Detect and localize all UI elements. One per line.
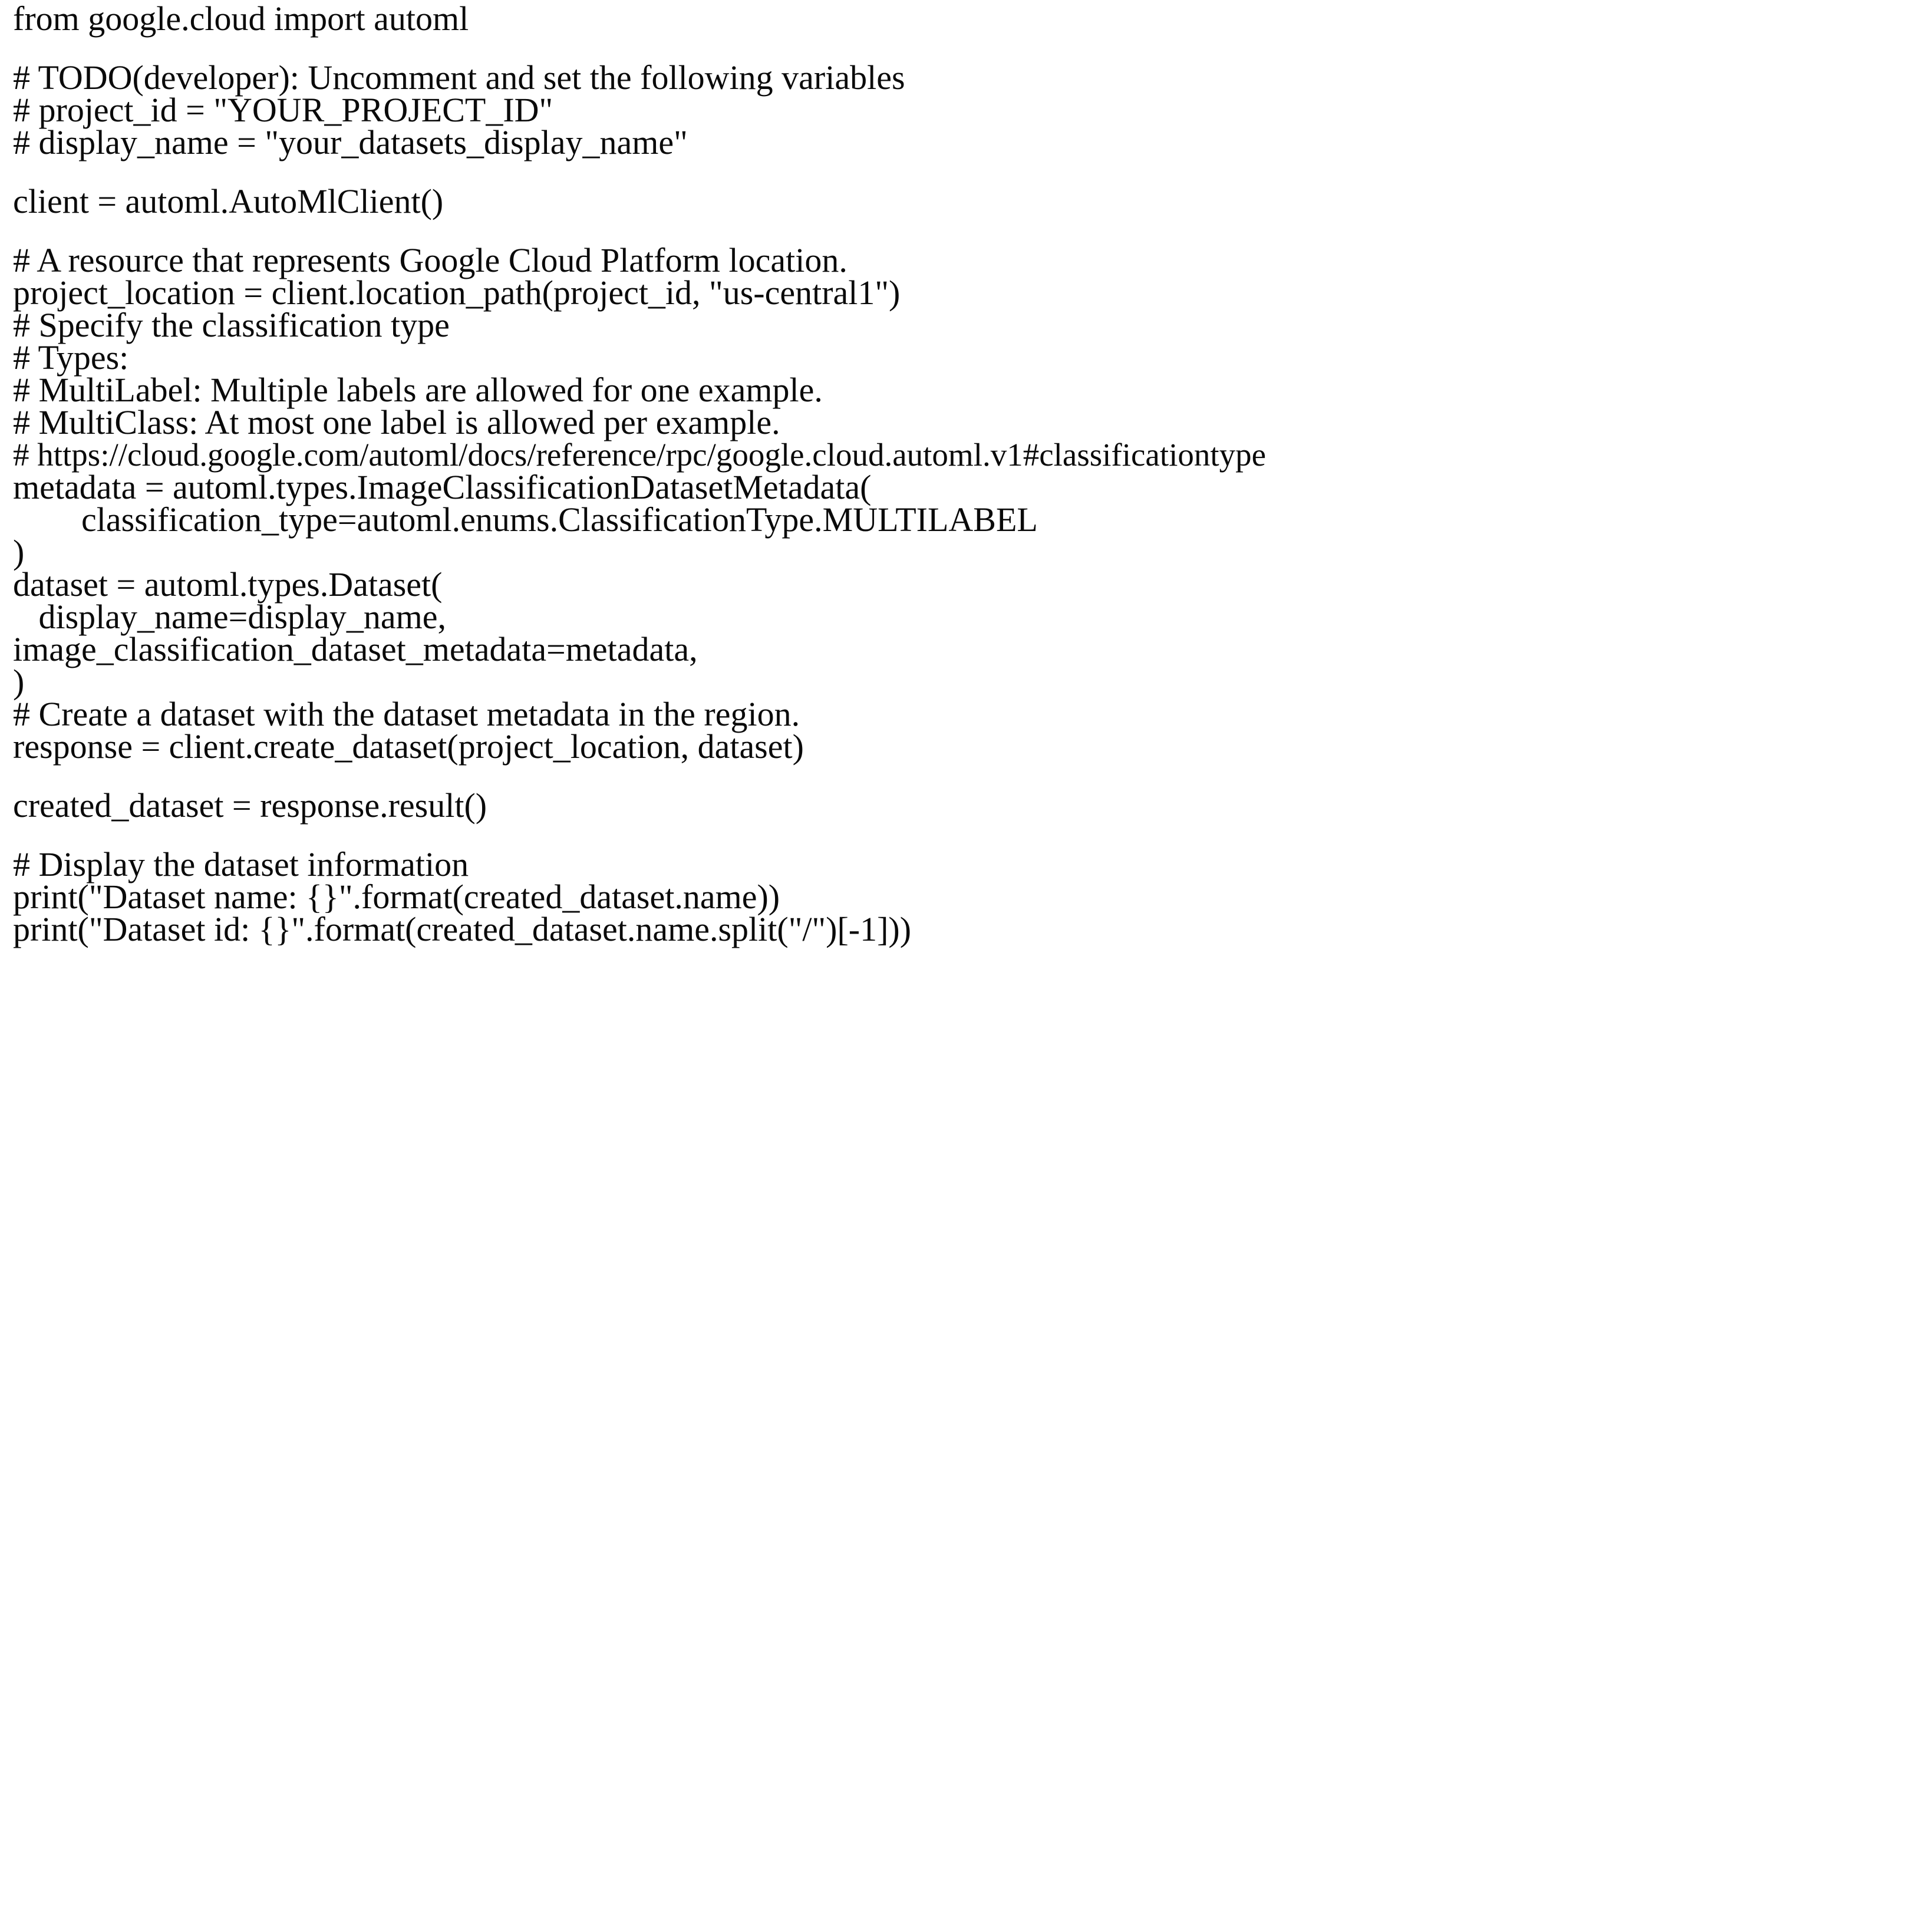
code-line: # project_id = "YOUR_PROJECT_ID"	[13, 91, 553, 129]
code-line: dataset = automl.types.Dataset(	[13, 565, 443, 604]
code-line: response = client.create_dataset(project_location, dataset)	[13, 727, 804, 766]
code-line: # display_name = "your_datasets_display_name"	[13, 123, 688, 161]
code-line: client = automl.AutoMlClient()	[13, 182, 444, 220]
code-line: # MultiClass: At most one label is allowed per example.	[13, 403, 780, 441]
code-line: metadata = automl.types.ImageClassificationDatasetMetadata(	[13, 468, 872, 506]
code-line: # MultiLabel: Multiple labels are allowed for one example.	[13, 371, 823, 409]
code-line: )	[13, 533, 25, 571]
code-line: # Specify the classification type	[13, 306, 450, 344]
code-line: # TODO(developer): Uncomment and set the following variables	[13, 58, 905, 97]
code-line: print("Dataset name: {}".format(created_dataset.name))	[13, 878, 780, 916]
code-line: from google.cloud import automl	[13, 0, 469, 38]
code-line: # A resource that represents Google Cloud Platform location.	[13, 241, 848, 279]
code-line: image_classification_dataset_metadata=metadata,	[13, 630, 698, 668]
code-line: # Create a dataset with the dataset metadata in the region.	[13, 695, 800, 733]
code-line: # https://cloud.google.com/automl/docs/reference/rpc/google.cloud.automl.v1#classificationtype	[13, 437, 1267, 473]
code-line: classification_type=automl.enums.ClassificationType.MULTILABEL	[13, 500, 1038, 539]
code-blank-line	[13, 35, 1899, 61]
code-line: )	[13, 662, 25, 701]
code-blank-line	[13, 159, 1899, 185]
code-blank-line	[13, 217, 1899, 244]
code-line: # Types:	[13, 338, 129, 377]
code-line: print("Dataset id: {}".format(created_dataset.name.split("/")[-1]))	[13, 910, 912, 948]
code-line: display_name=display_name,	[13, 598, 446, 636]
code-line: project_location = client.location_path(project_id, "us-central1")	[13, 273, 901, 312]
code-line: created_dataset = response.result()	[13, 786, 487, 825]
code-listing	[13, 0, 1899, 948]
code-blank-line	[13, 822, 1899, 848]
code-blank-line	[13, 763, 1899, 789]
code-line: # Display the dataset information	[13, 845, 469, 883]
